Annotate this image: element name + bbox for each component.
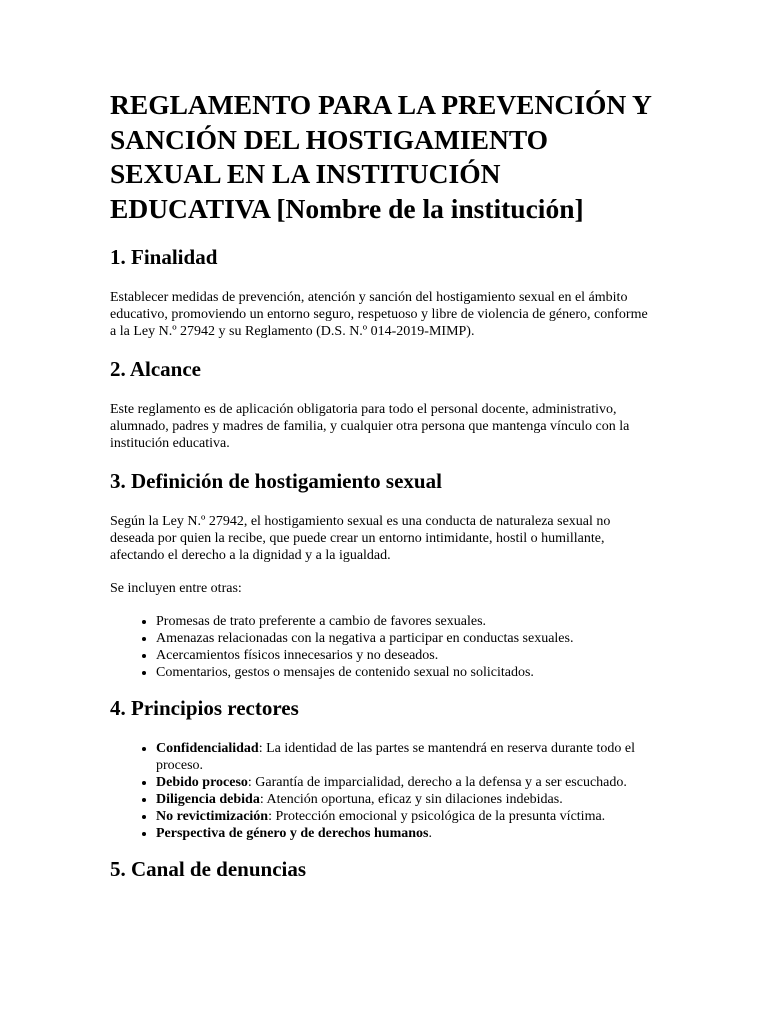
- principle-term: Confidencialidad: [156, 741, 259, 756]
- list-intro: Se incluyen entre otras:: [110, 581, 242, 596]
- section-alcance: [110, 356, 655, 452]
- section-canal-denuncias: [110, 856, 655, 882]
- list-item: • Promesas de trato preferente a cambio de favores sexuales.: [156, 613, 655, 630]
- principle-text: : La identidad de las partes se mantendrá en reserva durante todo el proceso.: [156, 741, 635, 773]
- document-page: [110, 88, 655, 901]
- principles-list: [110, 740, 655, 842]
- list-item: [156, 740, 655, 774]
- conduct-list: [110, 613, 655, 681]
- section-heading: 2. Alcance: [110, 357, 201, 381]
- list-item: [156, 808, 655, 825]
- section-definicion: [110, 468, 655, 681]
- section-heading: 4. Principios rectores: [110, 696, 299, 720]
- section-finalidad: [110, 244, 655, 340]
- section-paragraph: Este reglamento es de aplicación obligatoria para todo el personal docente, administrativo, alumnado, padres y madres de familia, y cualquier otra persona que mantenga vínculo con la institución educativa.: [110, 402, 630, 451]
- principle-text: : Atención oportuna, eficaz y sin dilaciones indebidas.: [259, 792, 563, 807]
- principle-term: Diligencia debida: [156, 792, 260, 807]
- principle-term: Perspectiva de género y de derechos humanos: [156, 826, 429, 841]
- principle-text: : Protección emocional y psicológica de la presunta víctima.: [268, 809, 606, 824]
- section-principios: [110, 695, 655, 842]
- list-item: • Amenazas relacionadas con la negativa a participar en conductas sexuales.: [156, 630, 655, 647]
- principle-text: .: [428, 826, 432, 841]
- document-title: REGLAMENTO PARA LA PREVENCIÓN Y SANCIÓN DEL HOSTIGAMIENTO SEXUAL EN LA INSTITUCIÓN EDUCATIVA [Nombre de la institución]: [110, 89, 651, 224]
- section-heading: 5. Canal de denuncias: [110, 857, 307, 881]
- section-heading: 3. Definición de hostigamiento sexual: [110, 469, 442, 493]
- principle-term: Debido proceso: [156, 775, 248, 790]
- list-item: [156, 825, 655, 842]
- list-item: [156, 774, 655, 791]
- principle-text: : Garantía de imparcialidad, derecho a la defensa y a ser escuchado.: [247, 775, 627, 790]
- principle-term: No revictimización: [156, 809, 269, 824]
- list-item: [156, 791, 655, 808]
- section-heading: 1. Finalidad: [110, 245, 218, 269]
- list-item: • Comentarios, gestos o mensajes de contenido sexual no solicitados.: [156, 664, 655, 681]
- section-paragraph: Establecer medidas de prevención, atención y sanción del hostigamiento sexual en el ámbito educativo, promoviendo un entorno seguro, respetuoso y libre de violencia de género, conforme a la Ley N.º 27942 y su Reglamento (D.S. N.º 014-2019-MIMP).: [110, 290, 648, 339]
- list-item: • Acercamientos físicos innecesarios y no deseados.: [156, 647, 655, 664]
- section-paragraph: Según la Ley N.º 27942, el hostigamiento sexual es una conducta de naturaleza sexual no deseada por quien la recibe, que puede crear un entorno intimidante, hostil o humillante, afectando el derecho a la dignidad y a la igualdad.: [110, 514, 611, 563]
